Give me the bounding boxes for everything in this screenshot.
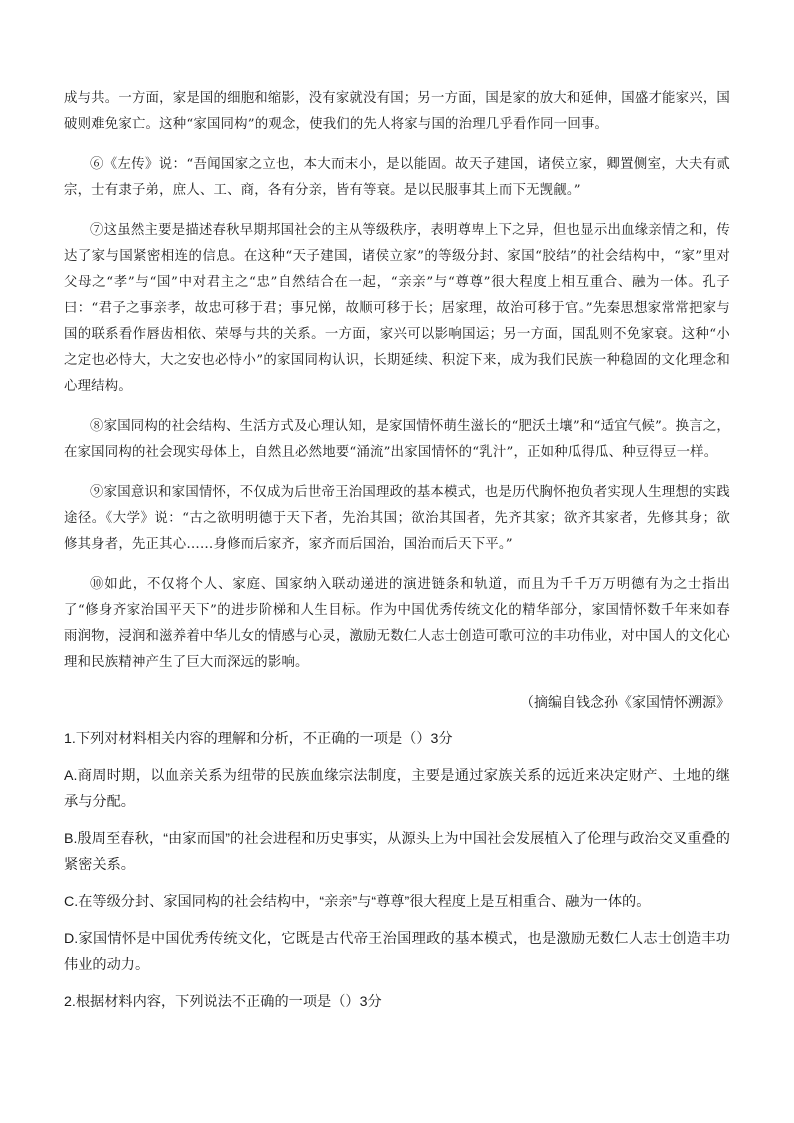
passage-paragraph-10: ⑩如此，不仅将个人、家庭、国家纳入联动递进的演进链条和轨道，而且为千千万万明德有为之士指出了“修身齐家治国平天下”的进步阶梯和人生目标。作为中国优秀传统文化的精华部分，家国情怀数千年来如春雨润物，浸润和滋养着中华儿女的情感与心灵，激励无数仁人志士创造可歌可泣的丰功伟业，对中国人的文化心理和民族精神产生了巨大而深远的影响。 [64,577,730,670]
passage-paragraph-continued: 成与共。一方面，家是国的细胞和缩影，没有家就没有国；另一方面，国是家的放大和延伸，国盛才能家兴，国破则难免家亡。这种“家国同构”的观念，使我们的先人将家与国的治理几乎看作同一回事。 [64,91,730,132]
question-1-option-a: A.商周时期，以血亲关系为纽带的民族血缘宗法制度，主要是通过家族关系的远近来决定财产、土地的继承与分配。 [64,768,730,810]
question-section [64,726,730,1015]
question-1-option-d: D.家国情怀是中国优秀传统文化，它既是古代帝王治国理政的基本模式，也是激励无数仁人志士创造丰功伟业的动力。 [64,931,730,973]
document-page [64,86,730,1015]
passage-source: （摘编自钱念孙《家国情怀溯源》 [520,694,730,710]
passage-paragraph-7: ⑦这虽然主要是描述春秋早期邦国社会的主从等级秩序，表明尊卑上下之异，但也显示出血缘亲情之和，传达了家与国紧密相连的信息。在这种“天子建国，诸侯立家”的等级分封、家国“胶结”的社会结构中，“家”里对父母之“孝”与“国”中对君主之“忠”自然结合在一起，“亲亲”与“尊尊”很大程度上相互重合、融为一体。孔子曰：“君子之事亲孝，故忠可移于君；事兄悌，故顺可移于长；居家理，故治可移于官。”先秦思想家常常把家与国的联系看作唇齿相依、荣辱与共的关系。一方面，家兴可以影响国运；另一方面，国乱则不免家衰。这种“小之定也必恃大，大之安也必恃小”的家国同构认识，长期延续、积淀下来，成为我们民族一种稳固的文化理念和心理结构。 [64,223,730,394]
question-1-stem: 1.下列对材料相关内容的理解和分析，不正确的一项是（）3分 [64,731,453,747]
reading-passage [64,86,730,676]
passage-paragraph-6: ⑥《左传》说：“吾闻国家之立也，本大而末小，是以能固。故天子建国，诸侯立家，卿置侧室，大夫有贰宗，士有隶子弟，庶人、工、商，各有分亲，皆有等衰。是以民服事其上而下无觊觎。” [64,157,730,198]
passage-paragraph-9: ⑨家国意识和家国情怀，不仅成为后世帝王治国理政的基本模式，也是历代胸怀抱负者实现人生理想的实践途径。《大学》说：“古之欲明明德于天下者，先治其国；欲治其国者，先齐其家；欲齐其家者，先修其身；欲修其身者，先正其心……身修而后家齐，家齐而后国治，国治而后天下平。” [64,485,730,552]
question-1-option-b: B.殷周至春秋，“由家而国”的社会进程和历史事实，从源头上为中国社会发展植入了伦理与政治交叉重叠的紧密关系。 [64,831,730,873]
question-2-stem: 2.根据材料内容，下列说法不正确的一项是（）3分 [64,994,382,1010]
passage-paragraph-8: ⑧家国同构的社会结构、生活方式及心理认知，是家国情怀萌生滋长的“肥沃土壤”和“适宜气候”。换言之，在家国同构的社会现实母体上，自然且必然地要“涌流”出家国情怀的“乳汁”，正如种瓜得瓜、种豆得豆一样。 [64,419,730,460]
question-1-option-c: C.在等级分封、家国同构的社会结构中，“亲亲”与“尊尊”很大程度上是互相重合、融为一体的。 [64,894,651,910]
